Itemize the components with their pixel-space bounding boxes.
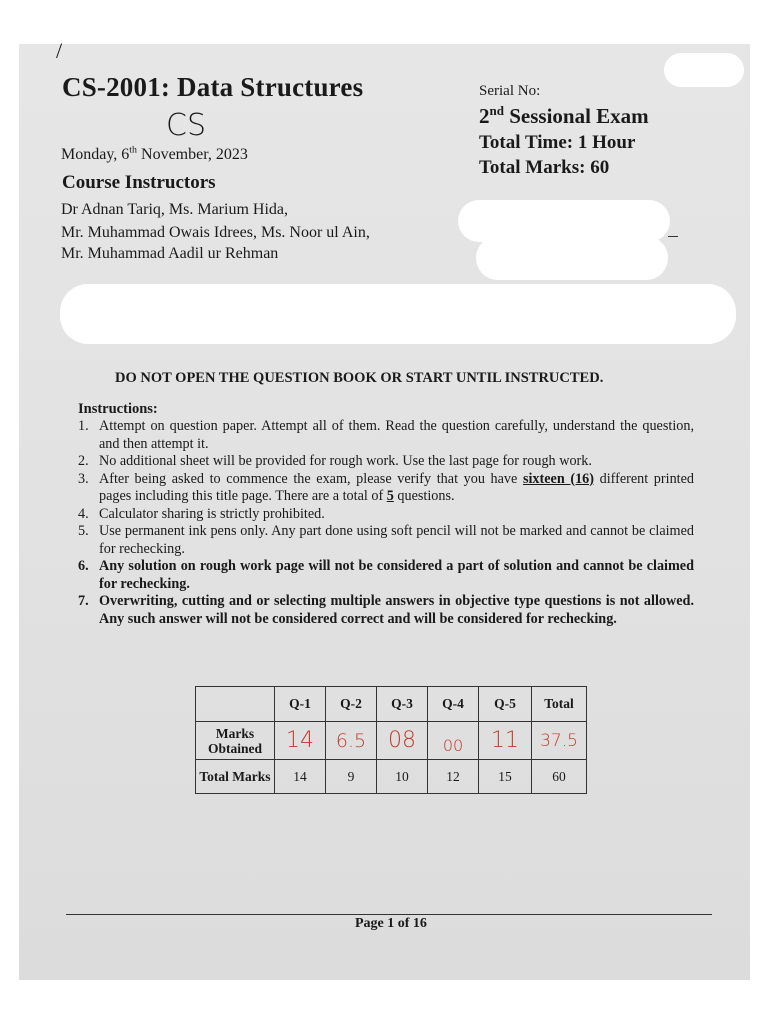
total-cell: 12 [428,760,479,794]
slash-mark: / [56,38,63,63]
table-corner-cell [196,687,275,722]
obtained-cell: 14 [275,722,326,760]
redaction-band [60,284,736,344]
instruction-item: 6. Any solution on rough work page will not be considered a part of solution and cannot be claimed for rechecking. [78,558,694,592]
instructor-line-1: Dr Adnan Tariq, Ms. Marium Hida, [61,201,288,218]
table-header-row [196,687,587,722]
redaction-serial [664,53,744,87]
table-header-cell: Total [532,687,587,722]
notice: DO NOT OPEN THE QUESTION BOOK OR START UNTIL INSTRUCTED. [115,370,604,386]
obtained-cell: 00 [428,722,479,760]
page-number: Page 1 of 16 [355,916,427,931]
instruction-item: 5. Use permanent ink pens only. Any part done using soft pencil will not be marked and cannot be claimed for rechecking. [78,523,694,557]
row-label-obtained: Marks Obtained [196,722,275,760]
table-header-cell: Q-5 [479,687,532,722]
instructions-list [78,418,694,628]
instruction-item: 4. Calculator sharing is strictly prohibited. [78,505,325,522]
instructions-heading: Instructions: [78,401,158,417]
table-row [196,760,587,794]
instruction-item: 7. Overwriting, cutting and or selecting multiple answers in objective type questions is not allowed. Any such answer will not be considered correct and will be considered for rechecking. [78,593,694,627]
total-cell: 14 [275,760,326,794]
total-time: Total Time: 1 Hour [479,132,636,153]
total-cell: 9 [326,760,377,794]
instruction-item: 1. Attempt on question paper. Attempt all of them. Read the question carefully, understand the question, and then attempt it. [78,418,694,452]
obtained-cell: 37.5 [532,722,587,760]
total-marks: Total Marks: 60 [479,157,610,178]
row-label-total: Total Marks [196,760,275,794]
redaction-id [476,236,668,280]
instruction-item: 2. No additional sheet will be provided for rough work. Use the last page for rough work. [78,453,592,469]
instruction-item: 3. After being asked to commence the exam, please verify that you have sixteen (16) different printed pages including this title page. There are a total of 5 questions. [78,470,694,504]
exam-name: 2nd Sessional Exam [479,103,649,128]
obtained-cell: 6.5 [326,722,377,760]
obtained-cell: 11 [479,722,532,760]
instructor-line-2: Mr. Muhammad Owais Idrees, Ms. Noor ul Ain, [61,224,370,241]
exam-date: Monday, 6th November, 2023 [61,144,248,163]
instructors-heading: Course Instructors [62,172,216,193]
marks-table [195,686,587,794]
course-title: CS-2001: Data Structures [62,72,364,102]
total-cell: 15 [479,760,532,794]
serial-label: Serial No: [479,83,541,99]
obtained-cell: 08 [377,722,428,760]
table-row [196,722,587,760]
instructor-line-3: Mr. Muhammad Aadil ur Rehman [61,245,279,262]
total-cell: 10 [377,760,428,794]
table-header-cell: Q-4 [428,687,479,722]
handwritten-section: CS [166,108,206,143]
footer-rule [66,914,712,915]
table-header-cell: Q-2 [326,687,377,722]
line-stub [668,236,678,237]
table-header-cell: Q-1 [275,687,326,722]
total-cell: 60 [532,760,587,794]
table-header-cell: Q-3 [377,687,428,722]
